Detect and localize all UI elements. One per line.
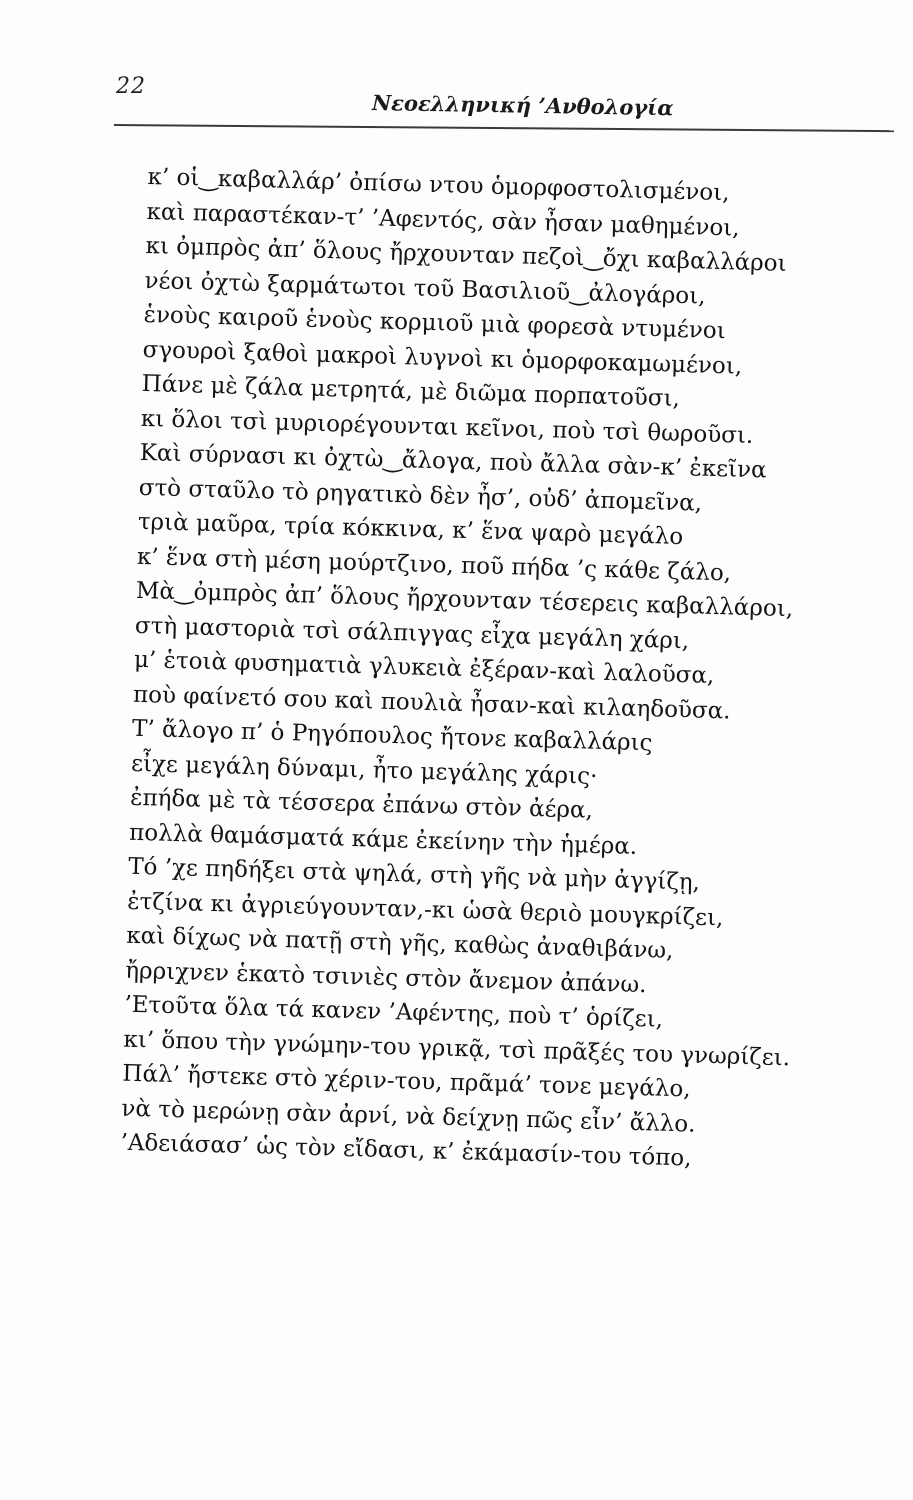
verse-line: κ’ οἱ‿καβαλλάρ’ ὀπίσω ντου ὁμορφοστολισμένοι, bbox=[147, 163, 730, 207]
verse-line: καὶ παραστέκαν-τ’ ’Αφεντός, σὰν ἦσαν μαθημένοι, bbox=[146, 198, 740, 242]
verse-line: πολλὰ θαμάσματά κάμε ἐκείνην τὴν ἡμέρα. bbox=[128, 819, 638, 860]
verse-line: Τ’ ἄλογο π’ ὁ Ρηγόπουλος ἤτονε καβαλλάρις bbox=[131, 715, 653, 757]
verse-line: εἶχε μεγάλη δύναμι, ἦτο μεγάλης χάρις· bbox=[130, 750, 598, 790]
verse-line: κι’ ὅπου τὴν γνώμην-του γρικᾷ, τσὶ πρᾶξές του γνωρίζει. bbox=[123, 1026, 791, 1071]
poem-text bbox=[120, 160, 868, 1180]
verse-line: στὴ μαστοριὰ τσὶ σάλπιγγας εἶχα μεγάλη χάρι, bbox=[134, 612, 690, 654]
verse-line: ἤρριχνεν ἑκατὸ τσινιὲς στὸν ἄνεμον ἀπάνω. bbox=[125, 957, 647, 998]
verse-line: κι ὀμπρὸς ἀπ’ ὅλους ἤρχουνταν πεζοὶ‿ὄχι καβαλλάροι bbox=[145, 232, 787, 277]
verse-line: Μὰ‿ὀμπρὸς ἀπ’ ὅλους ἤρχουνταν τέσερεις καβαλλάροι, bbox=[135, 577, 794, 623]
verse-line: Καὶ σύρνασι κι ὀχτὼ‿ἄλογα, ποὺ ἄλλα σὰν-κ’ ἐκεῖνα bbox=[139, 439, 767, 484]
running-title: Νεοελληνική ’Ανθολογία bbox=[371, 90, 674, 121]
verse-line: τριὰ μαῦρα, τρία κόκκινα, κ’ ἕνα ψαρὸ μεγάλο bbox=[137, 508, 684, 551]
verse-line: κ’ ἕνα στὴ μέση μούρτζινο, ποῦ πήδα ’ς κάθε ζάλο, bbox=[136, 543, 732, 586]
page-number: 22 bbox=[116, 74, 146, 99]
verse-line: Πάλ’ ἤστεκε στὸ χέριν-του, πρᾶμά’ τονε μεγάλο, bbox=[122, 1060, 691, 1103]
verse-line: νέοι ὀχτὼ ξαρμάτωτοι τοῦ Βασιλιοῦ‿ἀλογάροι, bbox=[144, 267, 706, 310]
verse-line: νὰ τὸ μερώνῃ σὰν ἀρνί, νὰ δείχνῃ πῶς εἶν’ ἄλλο. bbox=[121, 1095, 696, 1138]
verse-line: σγουροὶ ξαθοὶ μακροὶ λυγνοὶ κι ὁμορφοκαμωμένοι, bbox=[142, 336, 743, 380]
verse-line: ’Αδειάσασ’ ὡς τὸν εἴδασι, κ’ ἐκάμασίν-του τόπο, bbox=[120, 1129, 692, 1172]
verse-line: μ’ ἑτοιὰ φυσηματιὰ γλυκειὰ ἐξέραν-καὶ λαλοῦσα, bbox=[133, 646, 715, 690]
verse-line: Πάνε μὲ ζάλα μετρητά, μὲ διῶμα πορπατοῦσι, bbox=[141, 370, 681, 412]
verse-line: στὸ σταῦλο τὸ ρηγατικὸ δὲν ἦσ’, οὐδ’ ἀπομεῖνα, bbox=[138, 474, 703, 517]
verse-line: ἐτζίνα κι ἀγριεύγουνταν,-κι ὡσὰ θεριὸ μουγκρίζει, bbox=[126, 888, 724, 931]
verse-line: ἑνοὺς καιροῦ ἑνοὺς κορμιοῦ μιὰ φορεσὰ ντυμένοι bbox=[143, 301, 727, 345]
verse-line: ἐπήδα μὲ τὰ τέσσερα ἐπάνω στὸν ἀέρα, bbox=[129, 784, 594, 824]
verse-line: Τό ’χε πηδήξει στὰ ψηλά, στὴ γῆς νὰ μὴν ἀγγίζῃ, bbox=[127, 853, 701, 896]
verse-line: κι ὅλοι τσὶ μυριορέγουνται κεῖνοι, ποὺ τσὶ θωροῦσι. bbox=[140, 405, 754, 449]
verse-line: ποὺ φαίνετό σου καὶ πουλιὰ ἦσαν-καὶ κιλαηδοῦσα. bbox=[132, 681, 731, 724]
verse-line: καὶ δίχως νὰ πατῇ στὴ γῆς, καθὼς ἀναθιβάνω, bbox=[125, 922, 674, 964]
header-rule bbox=[114, 124, 894, 132]
verse-line: ’Ετοῦτα ὅλα τά κανεν ’Αφέντης, ποὺ τ’ ὁρίζει, bbox=[124, 991, 664, 1033]
